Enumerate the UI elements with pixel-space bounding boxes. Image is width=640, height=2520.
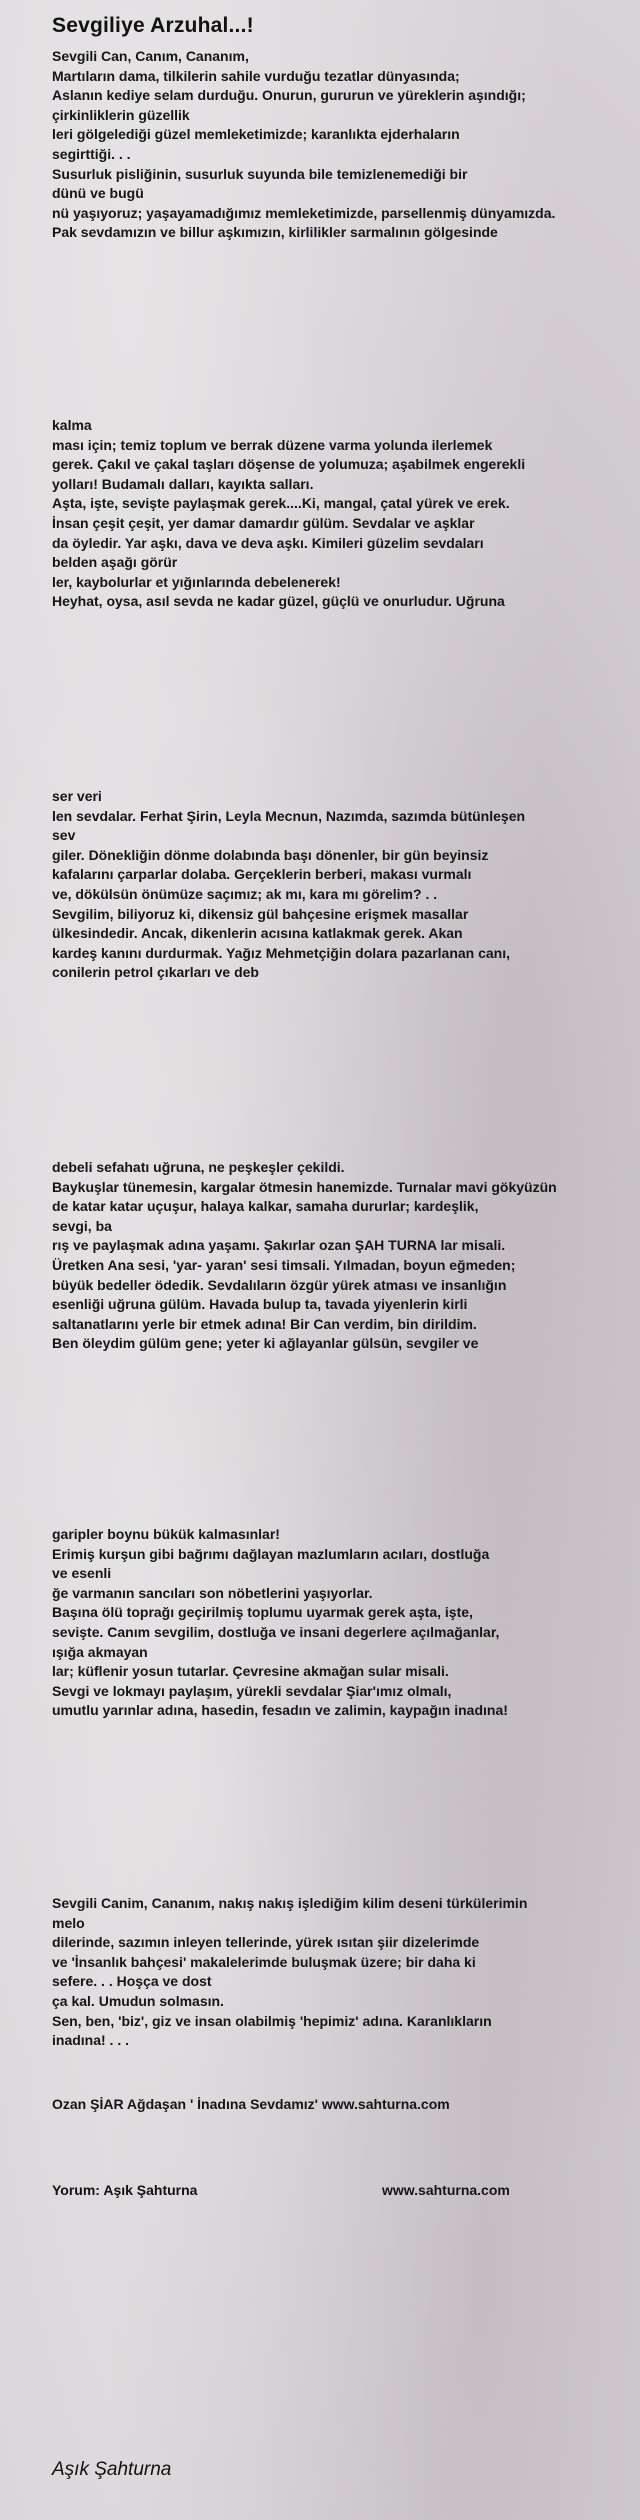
text-line: leri gölgelediği güzel memleketimizde; karanlıkta ejderhaların <box>52 126 460 143</box>
text-line: saltanatlarını yerle bir etmek adına! Bir Can verdim, bin dirildim. <box>52 1315 477 1332</box>
text-line: ser veri <box>52 788 102 804</box>
text-line: Sevgili Can, Canım, Cananım, <box>52 48 249 64</box>
text-line: Heyhat, oysa, asıl sevda ne kadar güzel, güçlü ve onurludur. Uğruna <box>52 593 505 610</box>
paragraph-4 <box>52 1158 637 1354</box>
text-line: Ben öleydim gülüm gene; yeter ki ağlayanlar gülsün, sevgiler ve <box>52 1335 479 1352</box>
text-line: büyük bedeller ödedik. Sevdalıların özgür yürek atması ve insanlığın <box>52 1276 507 1293</box>
text-line: melo <box>52 1914 85 1931</box>
text-line: segirttiği. . . <box>52 145 131 162</box>
footer-row <box>52 2182 612 2198</box>
text-line: Sevgi ve lokmayı paylaşım, yürekli sevdalar Şiar'ımız olmalı, <box>52 1682 452 1699</box>
signature: Aşık Şahturna <box>52 2459 172 2480</box>
text-line: ve, dökülsün önümüze saçımız; ak mı, kara mı görelim? . . <box>52 885 438 902</box>
text-line: kafalarını çarparlar dolaba. Gerçeklerin berberi, makası vurmalı <box>52 866 472 883</box>
text-line: Pak sevdamızın ve billur aşkımızın, kirlilikler sarmalının gölgesinde <box>52 224 498 241</box>
text-line: ve esenli <box>52 1565 112 1582</box>
text-line: İnsan çeşit çeşit, yer damar damardır gülüm. Sevdalar ve aşklar <box>52 514 475 531</box>
text-line: ça kal. Umudun solmasın. <box>52 1992 224 2009</box>
text-line: Sen, ben, 'biz', giz ve insan olabilmiş 'hepimiz' adına. Karanlıkların <box>52 2012 492 2029</box>
text-line: umutlu yarınlar adına, hasedin, fesadın ve zalimin, kaypağın inadına! <box>52 1702 508 1719</box>
text-line: nü yaşıyoruz; yaşayamadığımız memleketimizde, parsellenmiş dünyamızda. <box>52 204 556 221</box>
text-line: Aşta, işte, sevişte paylaşmak gerek....Ki, mangal, çatal yürek ve erek. <box>52 495 510 512</box>
text-line: sevişte. Canım sevgilim, dostluğa ve insani degerlere açılmağanlar, <box>52 1623 500 1640</box>
text-line: de katar katar uçuşur, halaya kalkar, samaha dururlar; kardeşlik, <box>52 1198 479 1215</box>
text-line: dünü ve bugü <box>52 185 144 202</box>
text-line: giler. Dönekliğin dönme dolabında başı dönenler, bir gün beyinsiz <box>52 846 489 863</box>
text-line: yolları! Budamalı dalları, kayıkta salları. <box>52 475 314 492</box>
text-line: belden aşağı görür <box>52 554 178 571</box>
text-line: conilerin petrol çıkarları ve deb <box>52 964 259 981</box>
text-line: dilerinde, sazımın inleyen tellerinde, yürek ısıtan şiir dizelerimde <box>52 1934 480 1951</box>
text-line: Baykuşlar tünemesin, kargalar ötmesin hanemizde. Turnalar mavi gökyüzün <box>52 1178 557 1195</box>
text-line: da öyledir. Yar aşkı, dava ve deva aşkı. Kimileri güzelim sevdaları <box>52 534 484 551</box>
text-line: ışığa akmayan <box>52 1643 148 1660</box>
text-line: debeli sefahatı uğruna, ne peşkeşler çekildi. <box>52 1159 345 1175</box>
text-line: Üretken Ana sesi, 'yar- yaran' sesi timsali. Yılmadan, boyun eğmeden; <box>52 1256 516 1273</box>
text-line: inadına! . . . <box>52 2032 130 2049</box>
text-line: sevgi, ba <box>52 1217 112 1234</box>
text-line: Susurluk pisliğinin, susurluk suyunda bile temizlenemediği bir <box>52 165 468 182</box>
text-line: kalma <box>52 417 92 433</box>
text-line: Başına ölü toprağı geçirilmiş toplumu uyarmak gerek aşta, işte, <box>52 1604 473 1621</box>
text-line: ülkesindedir. Ancak, dikenlerin acısına katlakmak gerek. Akan <box>52 925 463 942</box>
yorum-label: Yorum: Aşık Şahturna <box>52 2182 198 2198</box>
author-credit: Ozan ŞİAR Ağdaşan ' İnadına Sevdamız' www.sahturna.com <box>52 2096 450 2112</box>
text-line: Sevgili Canim, Cananım, nakış nakış işlediğim kilim deseni türkülerimin <box>52 1895 528 1911</box>
text-line: garipler boynu bükük kalmasınlar! <box>52 1526 280 1542</box>
poem-title: Sevgiliye Arzuhal...! <box>52 14 254 37</box>
text-line: ğe varmanın sancıları son nöbetlerini yaşıyorlar. <box>52 1584 373 1601</box>
text-line: çirkinliklerin güzellik <box>52 106 190 123</box>
text-line: lar; küflenir yosun tutarlar. Çevresine akmağan sular misali. <box>52 1663 449 1680</box>
text-line: esenliği uğruna gülüm. Havada bulup ta, tavada yiyenlerin kirli <box>52 1296 468 1313</box>
text-line: ması için; temiz toplum ve berrak düzene varma yolunda ilerlemek <box>52 436 493 453</box>
paragraph-6 <box>52 1894 637 2051</box>
paragraph-2 <box>52 416 637 612</box>
text-line: Aslanın kediye selam durduğu. Onurun, gururun ve yüreklerin aşındığı; <box>52 87 526 104</box>
paragraph-3 <box>52 787 637 983</box>
paragraph-5 <box>52 1525 637 1721</box>
text-line: kardeş kanını durdurmak. Yağız Mehmetçiğin dolara pazarlanan canı, <box>52 944 511 961</box>
text-line: gerek. Çakıl ve çakal taşları döşense de yolumuza; aşabilmek engerekli <box>52 456 526 473</box>
text-line: Martıların dama, tilkilerin sahile vurduğu tezatlar dünyasında; <box>52 67 460 84</box>
text-line: Sevgilim, biliyoruz ki, dikensiz gül bahçesine erişmek masallar <box>52 905 469 922</box>
text-line: Erimiş kurşun gibi bağrımı dağlayan mazlumların acıları, dostluğa <box>52 1545 490 1562</box>
paragraph-1 <box>52 47 637 243</box>
text-line: ve 'İnsanlık bahçesi' makalelerimde buluşmak üzere; bir daha ki <box>52 1953 476 1970</box>
text-line: sev <box>52 827 76 844</box>
website-link[interactable]: www.sahturna.com <box>382 2182 510 2198</box>
text-line: len sevdalar. Ferhat Şirin, Leyla Mecnun, Nazımda, sazımda bütünleşen <box>52 807 526 824</box>
author-line <box>52 2095 637 2115</box>
text-line: rış ve paylaşmak adına yaşamı. Şakırlar ozan ŞAH TURNA lar misali. <box>52 1237 506 1254</box>
text-line: sefere. . . Hoşça ve dost <box>52 1973 212 1990</box>
text-line: ler, kaybolurlar et yığınlarında debelenerek! <box>52 573 341 590</box>
